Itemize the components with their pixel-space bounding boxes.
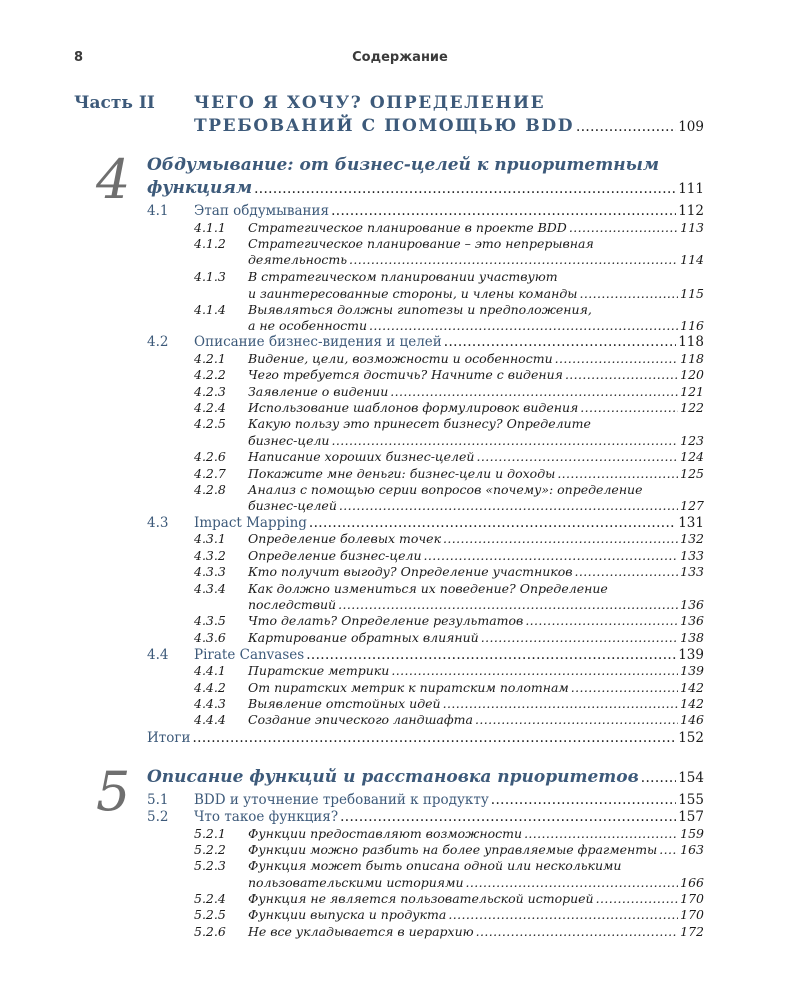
page-ref: 163 [680, 842, 704, 857]
subsection-number: 4.3.3 [194, 564, 226, 579]
chapter-title-line1: Обдумывание: от бизнес-целей к приоритетным [147, 155, 660, 175]
toc-section[interactable] [194, 792, 704, 808]
leader-dots [580, 400, 678, 415]
part-title-entry[interactable] [194, 116, 704, 136]
leader-dots [565, 367, 678, 382]
toc-subsection[interactable] [248, 220, 704, 235]
page-ref: 113 [680, 220, 704, 235]
subsection-number: 4.2.7 [194, 466, 226, 481]
section-title: Этап обдумывания [194, 203, 330, 219]
leader-dots [659, 842, 678, 857]
subsection-number: 4.2.4 [194, 400, 226, 415]
leader-dots [309, 515, 676, 531]
subsection-title: От пиратских метрик к пиратским полотнам [248, 680, 569, 695]
toc-summary[interactable] [147, 730, 704, 746]
part-title-line1: ЧЕГО Я ХОЧУ? ОПРЕДЕЛЕНИЕ [194, 93, 546, 113]
toc-subsection[interactable] [248, 351, 704, 366]
toc-subsection[interactable] [248, 712, 704, 727]
page-ref: 154 [678, 770, 704, 786]
page-ref: 170 [680, 907, 704, 922]
leader-dots [476, 449, 678, 464]
page-ref: 136 [680, 613, 704, 628]
page-ref: 139 [678, 647, 704, 663]
page-ref: 133 [680, 564, 704, 579]
section-number: 4.4 [147, 647, 169, 663]
subsection-number: 5.2.1 [194, 826, 226, 841]
subsection-title: Видение, цели, возможности и особенности [248, 351, 553, 366]
page-ref: 142 [680, 696, 704, 711]
toc-section[interactable] [194, 809, 704, 825]
leader-dots [466, 875, 679, 890]
subsection-title: Выявление отстойных идей [248, 696, 441, 711]
leader-dots [481, 630, 678, 645]
page-ref: 109 [678, 119, 704, 135]
subsection-number: 4.2.8 [194, 482, 226, 497]
leader-dots [331, 433, 678, 448]
subsection-title: Функции можно разбить на более управляемые фрагменты [248, 842, 658, 857]
leader-dots [524, 826, 678, 841]
toc-subsection[interactable] [248, 384, 704, 399]
section-title: Impact Mapping [194, 515, 307, 531]
section-number: 4.1 [147, 203, 169, 219]
subsection-title-line1: Анализ с помощью серии вопросов «почему»: определение [248, 482, 643, 497]
page-ref: 118 [680, 351, 704, 366]
toc-subsection[interactable] [248, 680, 704, 695]
page-ref: 159 [680, 826, 704, 841]
toc-subsection[interactable] [248, 663, 704, 678]
page-ref: 146 [680, 712, 704, 727]
subsection-title-line1: Стратегическое планирование – это непрерывная [248, 236, 594, 251]
subsection-number: 4.2.1 [194, 351, 226, 366]
page-ref: 114 [680, 252, 704, 267]
section-number: 5.1 [147, 792, 169, 808]
page-ref: 136 [680, 597, 704, 612]
subsection-number: 4.1.4 [194, 302, 226, 317]
toc-subsection[interactable] [248, 696, 704, 711]
leader-dots [448, 907, 678, 922]
subsection-title: Покажите мне деньги: бизнес-цели и доходы [248, 466, 556, 481]
leader-dots [340, 809, 676, 825]
toc-subsection[interactable] [248, 875, 704, 890]
section-title: BDD и уточнение требований к продукту [194, 792, 489, 808]
subsection-number: 4.2.5 [194, 416, 226, 431]
subsection-title: Картирование обратных влияний [248, 630, 479, 645]
subsection-number: 4.2.6 [194, 449, 226, 464]
subsection-number: 4.4.4 [194, 712, 226, 727]
subsection-title-line2: последствий [248, 597, 337, 612]
page-ref: 120 [680, 367, 704, 382]
running-header: Содержание [352, 50, 448, 65]
leader-dots [338, 597, 678, 612]
section-title: Описание бизнес-видения и целей [194, 334, 442, 350]
leader-dots [331, 203, 676, 219]
subsection-title: Стратегическое планирование в проекте BDD [248, 220, 567, 235]
subsection-number: 5.2.6 [194, 924, 226, 939]
subsection-number: 4.3.5 [194, 613, 226, 628]
subsection-title: Что делать? Определение результатов [248, 613, 524, 628]
toc-subsection[interactable] [248, 826, 704, 841]
page-ref: 127 [680, 498, 704, 513]
toc-section[interactable] [194, 515, 704, 531]
leader-dots [476, 924, 679, 939]
toc-subsection[interactable] [248, 433, 704, 448]
toc-subsection[interactable] [248, 286, 704, 301]
subsection-title-line1: Как должно измениться их поведение? Определение [248, 581, 608, 596]
subsection-title: Пиратские метрики [248, 663, 390, 678]
subsection-number: 4.3.4 [194, 581, 226, 596]
section-title: Pirate Canvases [194, 647, 305, 663]
leader-dots [575, 564, 679, 579]
page-ref: 125 [680, 466, 704, 481]
page-ref: 157 [678, 809, 704, 825]
subsection-number: 4.1.1 [194, 220, 226, 235]
leader-dots [491, 792, 676, 808]
leader-dots [569, 220, 678, 235]
subsection-number: 4.2.2 [194, 367, 226, 382]
subsection-number: 4.3.6 [194, 630, 226, 645]
toc-section[interactable] [194, 203, 704, 219]
chapter-number: 5 [96, 760, 131, 823]
chapter-title-line2: функциям [147, 178, 253, 198]
subsection-number: 4.4.1 [194, 663, 226, 678]
page-ref: 155 [678, 792, 704, 808]
subsection-number: 4.4.2 [194, 680, 226, 695]
page-ref: 121 [680, 384, 704, 399]
leader-dots [525, 613, 678, 628]
toc-subsection[interactable] [248, 367, 704, 382]
section-number: 4.2 [147, 334, 169, 350]
toc-subsection[interactable] [248, 531, 704, 546]
page-ref: 123 [680, 433, 704, 448]
page-ref: 138 [680, 630, 704, 645]
page-ref: 122 [680, 400, 704, 415]
leader-dots [475, 712, 678, 727]
subsection-number: 4.4.3 [194, 696, 226, 711]
subsection-title: Чего требуется достичь? Начните с видения [248, 367, 563, 382]
leader-dots [339, 498, 678, 513]
subsection-title-line2: бизнес-целей [248, 498, 337, 513]
page-ref: 170 [680, 891, 704, 906]
toc-subsection[interactable] [248, 907, 704, 922]
section-number: 4.3 [147, 515, 169, 531]
subsection-title: Определение бизнес-цели [248, 548, 422, 563]
subsection-title-line2: бизнес-цели [248, 433, 330, 448]
leader-dots [424, 548, 679, 563]
subsection-title: Создание эпического ландшафта [248, 712, 473, 727]
leader-dots [443, 531, 678, 546]
subsection-number: 5.2.4 [194, 891, 226, 906]
subsection-number: 5.2.5 [194, 907, 226, 922]
subsection-title-line1: Функция может быть описана одной или несколькими [248, 858, 622, 873]
leader-dots [555, 351, 679, 366]
subsection-title: Не все укладывается в иерархию [248, 924, 474, 939]
subsection-number: 4.1.2 [194, 236, 226, 251]
subsection-title: Использование шаблонов формулировок видения [248, 400, 579, 415]
leader-dots [641, 770, 676, 786]
page-ref: 118 [678, 334, 704, 350]
toc-subsection[interactable] [248, 842, 704, 857]
part-label: Часть II [74, 93, 155, 113]
leader-dots [391, 663, 678, 678]
leader-dots [576, 119, 676, 135]
leader-dots [557, 466, 678, 481]
subsection-title: Функции выпуска и продукта [248, 907, 447, 922]
section-number: 5.2 [147, 809, 169, 825]
toc-subsection[interactable] [248, 498, 704, 513]
page-number: 8 [74, 50, 84, 65]
subsection-number: 4.3.1 [194, 531, 226, 546]
leader-dots [579, 286, 678, 301]
subsection-number: 4.3.2 [194, 548, 226, 563]
summary-title: Итоги [147, 730, 191, 746]
subsection-title-line1: Какую пользу это принесет бизнесу? Определите [248, 416, 591, 431]
subsection-number: 5.2.2 [194, 842, 226, 857]
page-ref: 115 [680, 286, 704, 301]
leader-dots [349, 252, 678, 267]
subsection-number: 4.1.3 [194, 269, 226, 284]
subsection-title: Кто получит выгоду? Определение участников [248, 564, 573, 579]
toc-section[interactable] [194, 334, 704, 350]
subsection-title-line2: пользовательскими историями [248, 875, 464, 890]
toc-subsection[interactable] [248, 466, 704, 481]
toc-subsection[interactable] [248, 252, 704, 267]
page-ref: 131 [678, 515, 704, 531]
toc-subsection[interactable] [248, 630, 704, 645]
chapter-title: Описание функций и расстановка приоритетов [147, 767, 639, 787]
leader-dots [254, 181, 676, 197]
subsection-title: Заявление о видении [248, 384, 389, 399]
toc-subsection[interactable] [248, 613, 704, 628]
toc-subsection[interactable] [248, 400, 704, 415]
leader-dots [192, 730, 676, 746]
subsection-title: Написание хороших бизнес-целей [248, 449, 475, 464]
chapter-number: 4 [96, 148, 131, 211]
toc-subsection[interactable] [248, 924, 704, 939]
leader-dots [596, 891, 679, 906]
chapter-entry[interactable] [147, 178, 704, 198]
page-ref: 112 [678, 203, 704, 219]
page-ref: 116 [680, 318, 704, 333]
leader-dots [444, 334, 676, 350]
page-ref: 142 [680, 680, 704, 695]
subsection-title-line2: а не особенности [248, 318, 368, 333]
page-ref: 166 [680, 875, 704, 890]
leader-dots [443, 696, 679, 711]
toc-section[interactable] [194, 647, 704, 663]
subsection-number: 5.2.3 [194, 858, 226, 873]
subsection-title-line1: В стратегическом планировании участвуют [248, 269, 558, 284]
chapter-entry[interactable] [147, 767, 704, 787]
leader-dots [369, 318, 678, 333]
leader-dots [306, 647, 676, 663]
page-ref: 139 [680, 663, 704, 678]
section-title: Что такое функция? [194, 809, 339, 825]
page-ref: 132 [680, 531, 704, 546]
subsection-title: Функции предоставляют возможности [248, 826, 523, 841]
toc-subsection[interactable] [248, 891, 704, 906]
subsection-title-line2: деятельность [248, 252, 348, 267]
subsection-title-line2: и заинтересованные стороны, и члены команды [248, 286, 578, 301]
page-ref: 172 [680, 924, 704, 939]
toc-subsection[interactable] [248, 564, 704, 579]
page-ref: 111 [678, 181, 704, 197]
subsection-title: Определение болевых точек [248, 531, 442, 546]
toc-subsection[interactable] [248, 318, 704, 333]
subsection-number: 4.2.3 [194, 384, 226, 399]
subsection-title-line1: Выявляться должны гипотезы и предположения, [248, 302, 592, 317]
toc-subsection[interactable] [248, 548, 704, 563]
part-title-line2: ТРЕБОВАНИЙ С ПОМОЩЬЮ BDD [194, 116, 575, 136]
toc-subsection[interactable] [248, 597, 704, 612]
toc-subsection[interactable] [248, 449, 704, 464]
leader-dots [390, 384, 678, 399]
page-ref: 133 [680, 548, 704, 563]
leader-dots [571, 680, 678, 695]
page-ref: 124 [680, 449, 704, 464]
page-ref: 152 [678, 730, 704, 746]
subsection-title: Функция не является пользовательской историей [248, 891, 594, 906]
